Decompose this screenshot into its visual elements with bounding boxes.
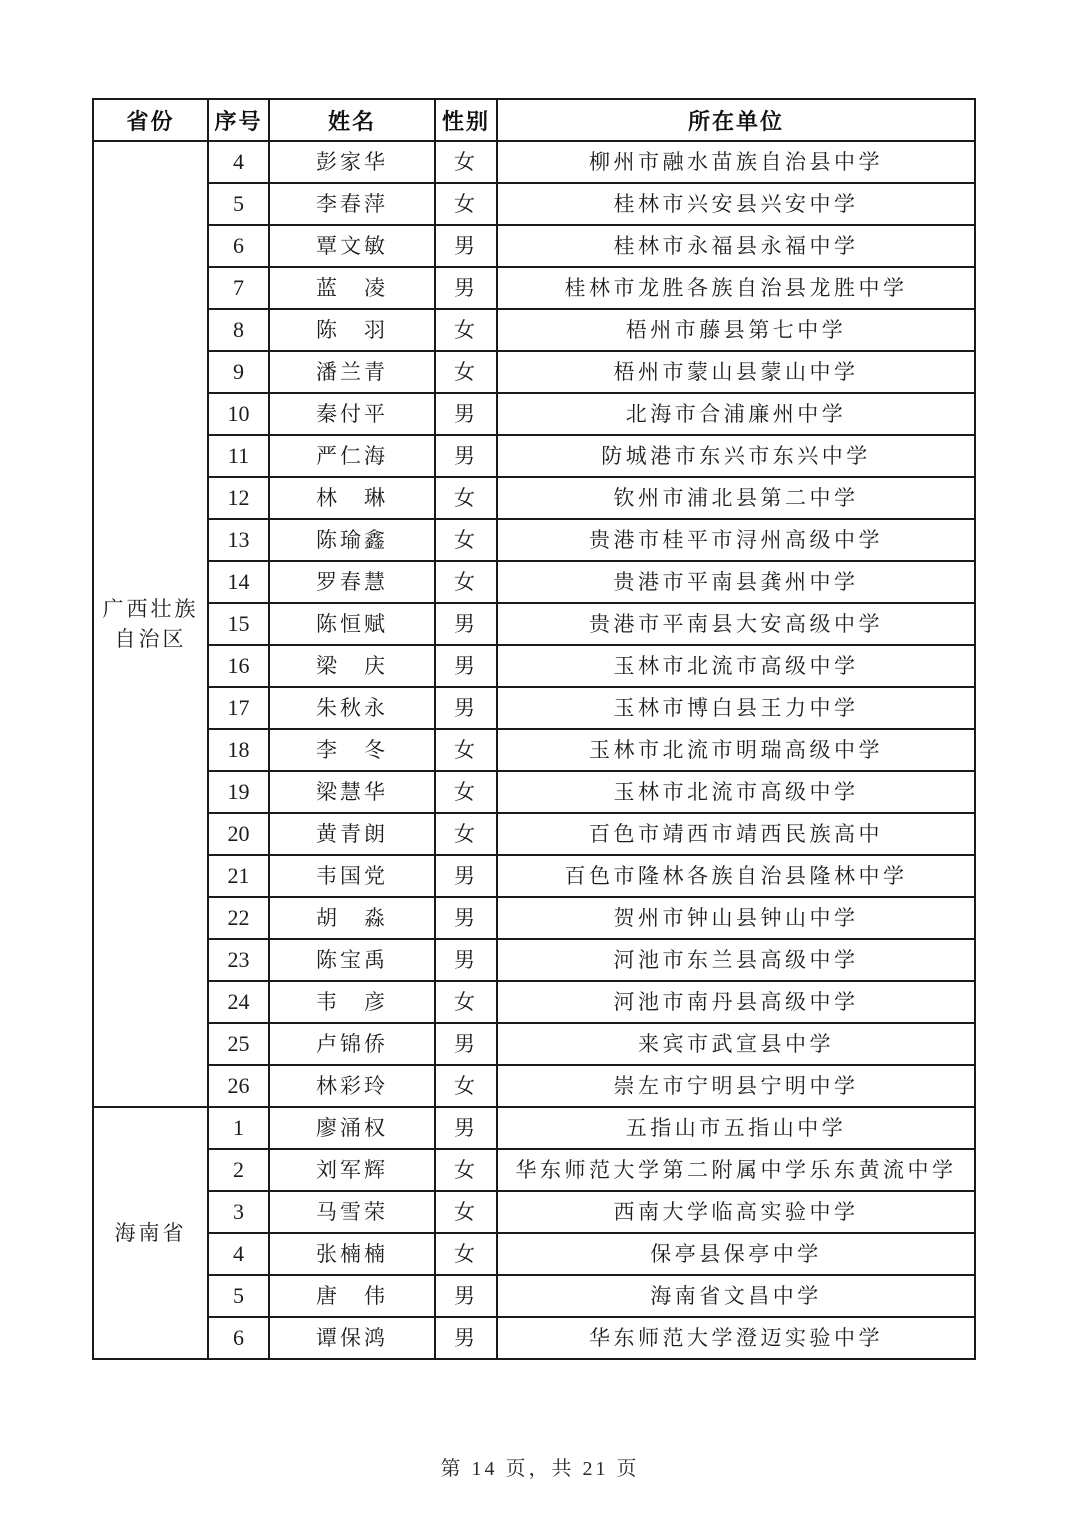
table-row (93, 477, 975, 519)
gender-cell: 男 (435, 645, 497, 687)
table-row (93, 1191, 975, 1233)
gender-cell: 男 (435, 393, 497, 435)
serial-cell: 9 (208, 351, 269, 393)
name-cell: 陈宝禹 (269, 939, 435, 981)
unit-cell: 防城港市东兴市东兴中学 (497, 435, 975, 477)
roster-table (92, 98, 976, 1360)
serial-cell: 25 (208, 1023, 269, 1065)
unit-cell: 西南大学临高实验中学 (497, 1191, 975, 1233)
gender-cell: 男 (435, 603, 497, 645)
gender-cell: 女 (435, 1233, 497, 1275)
serial-cell: 10 (208, 393, 269, 435)
name-cell: 覃文敏 (269, 225, 435, 267)
gender-cell: 女 (435, 477, 497, 519)
header-serial: 序号 (208, 99, 269, 141)
gender-cell: 女 (435, 771, 497, 813)
serial-cell: 14 (208, 561, 269, 603)
gender-cell: 男 (435, 225, 497, 267)
serial-cell: 15 (208, 603, 269, 645)
table-body (93, 141, 975, 1359)
unit-cell: 海南省文昌中学 (497, 1275, 975, 1317)
serial-cell: 20 (208, 813, 269, 855)
serial-cell: 5 (208, 183, 269, 225)
serial-cell: 16 (208, 645, 269, 687)
serial-cell: 1 (208, 1107, 269, 1149)
table-row (93, 981, 975, 1023)
table-row (93, 351, 975, 393)
name-cell: 潘兰青 (269, 351, 435, 393)
unit-cell: 保亭县保亭中学 (497, 1233, 975, 1275)
serial-cell: 24 (208, 981, 269, 1023)
unit-cell: 来宾市武宣县中学 (497, 1023, 975, 1065)
table-header-row (93, 99, 975, 141)
serial-cell: 6 (208, 1317, 269, 1359)
serial-cell: 26 (208, 1065, 269, 1107)
name-cell: 唐 伟 (269, 1275, 435, 1317)
name-cell: 李春萍 (269, 183, 435, 225)
table-row (93, 603, 975, 645)
gender-cell: 男 (435, 267, 497, 309)
header-unit: 所在单位 (497, 99, 975, 141)
gender-cell: 女 (435, 309, 497, 351)
province-name-line: 广西壮族 (102, 596, 199, 621)
table-row (93, 1317, 975, 1359)
table-row (93, 519, 975, 561)
unit-cell: 贵港市桂平市浔州高级中学 (497, 519, 975, 561)
unit-cell: 梧州市藤县第七中学 (497, 309, 975, 351)
serial-cell: 6 (208, 225, 269, 267)
table-row (93, 813, 975, 855)
unit-cell: 钦州市浦北县第二中学 (497, 477, 975, 519)
serial-cell: 4 (208, 141, 269, 183)
unit-cell: 五指山市五指山中学 (497, 1107, 975, 1149)
gender-cell: 男 (435, 939, 497, 981)
province-name-line: 海南省 (114, 1220, 187, 1245)
gender-cell: 男 (435, 687, 497, 729)
name-cell: 胡 淼 (269, 897, 435, 939)
table-row (93, 309, 975, 351)
header-gender: 性别 (435, 99, 497, 141)
table-header (93, 99, 975, 141)
table-row (93, 771, 975, 813)
table-row (93, 897, 975, 939)
header-province: 省份 (93, 99, 208, 141)
serial-cell: 18 (208, 729, 269, 771)
gender-cell: 男 (435, 1317, 497, 1359)
gender-cell: 男 (435, 1275, 497, 1317)
name-cell: 陈瑜鑫 (269, 519, 435, 561)
serial-cell: 21 (208, 855, 269, 897)
serial-cell: 22 (208, 897, 269, 939)
unit-cell: 梧州市蒙山县蒙山中学 (497, 351, 975, 393)
unit-cell: 贺州市钟山县钟山中学 (497, 897, 975, 939)
serial-cell: 19 (208, 771, 269, 813)
table-row (93, 645, 975, 687)
name-cell: 刘军辉 (269, 1149, 435, 1191)
name-cell: 谭保鸿 (269, 1317, 435, 1359)
serial-cell: 8 (208, 309, 269, 351)
gender-cell: 女 (435, 561, 497, 603)
gender-cell: 女 (435, 519, 497, 561)
table-row (93, 855, 975, 897)
unit-cell: 玉林市北流市高级中学 (497, 771, 975, 813)
table-row (93, 393, 975, 435)
unit-cell: 百色市靖西市靖西民族高中 (497, 813, 975, 855)
unit-cell: 桂林市永福县永福中学 (497, 225, 975, 267)
gender-cell: 女 (435, 351, 497, 393)
serial-cell: 7 (208, 267, 269, 309)
table-row (93, 267, 975, 309)
gender-cell: 女 (435, 141, 497, 183)
name-cell: 陈 羽 (269, 309, 435, 351)
name-cell: 彭家华 (269, 141, 435, 183)
serial-cell: 13 (208, 519, 269, 561)
province-cell (93, 1107, 208, 1359)
table-row (93, 561, 975, 603)
gender-cell: 男 (435, 1107, 497, 1149)
table-row (93, 939, 975, 981)
name-cell: 林 琳 (269, 477, 435, 519)
name-cell: 李 冬 (269, 729, 435, 771)
serial-cell: 4 (208, 1233, 269, 1275)
name-cell: 廖涌权 (269, 1107, 435, 1149)
unit-cell: 北海市合浦廉州中学 (497, 393, 975, 435)
page-footer (0, 1452, 1080, 1481)
name-cell: 马雪荣 (269, 1191, 435, 1233)
unit-cell: 贵港市平南县大安高级中学 (497, 603, 975, 645)
province-name-line: 自治区 (114, 627, 187, 651)
name-cell: 严仁海 (269, 435, 435, 477)
table-row (93, 183, 975, 225)
serial-cell: 11 (208, 435, 269, 477)
province-cell (93, 141, 208, 1107)
page-number-text: 第 14 页，共 21 页 (440, 1458, 640, 1480)
name-cell: 蓝 凌 (269, 267, 435, 309)
table-row (93, 1107, 975, 1149)
table-row (93, 1065, 975, 1107)
name-cell: 张楠楠 (269, 1233, 435, 1275)
gender-cell: 女 (435, 1191, 497, 1233)
unit-cell: 华东师范大学澄迈实验中学 (497, 1317, 975, 1359)
name-cell: 梁 庆 (269, 645, 435, 687)
gender-cell: 男 (435, 435, 497, 477)
name-cell: 黄青朗 (269, 813, 435, 855)
serial-cell: 17 (208, 687, 269, 729)
name-cell: 朱秋永 (269, 687, 435, 729)
unit-cell: 百色市隆林各族自治县隆林中学 (497, 855, 975, 897)
unit-cell: 柳州市融水苗族自治县中学 (497, 141, 975, 183)
unit-cell: 河池市东兰县高级中学 (497, 939, 975, 981)
gender-cell: 女 (435, 1149, 497, 1191)
header-name: 姓名 (269, 99, 435, 141)
table-row (93, 687, 975, 729)
name-cell: 韦 彦 (269, 981, 435, 1023)
gender-cell: 男 (435, 897, 497, 939)
serial-cell: 2 (208, 1149, 269, 1191)
table-row (93, 1275, 975, 1317)
gender-cell: 女 (435, 813, 497, 855)
gender-cell: 女 (435, 729, 497, 771)
serial-cell: 3 (208, 1191, 269, 1233)
name-cell: 林彩玲 (269, 1065, 435, 1107)
table-row (93, 435, 975, 477)
gender-cell: 女 (435, 1065, 497, 1107)
unit-cell: 玉林市博白县王力中学 (497, 687, 975, 729)
unit-cell: 桂林市兴安县兴安中学 (497, 183, 975, 225)
table-row (93, 1149, 975, 1191)
name-cell: 罗春慧 (269, 561, 435, 603)
unit-cell: 玉林市北流市明瑞高级中学 (497, 729, 975, 771)
name-cell: 陈恒赋 (269, 603, 435, 645)
gender-cell: 男 (435, 855, 497, 897)
name-cell: 梁慧华 (269, 771, 435, 813)
serial-cell: 5 (208, 1275, 269, 1317)
serial-cell: 12 (208, 477, 269, 519)
unit-cell: 桂林市龙胜各族自治县龙胜中学 (497, 267, 975, 309)
table-row (93, 729, 975, 771)
name-cell: 秦付平 (269, 393, 435, 435)
unit-cell: 河池市南丹县高级中学 (497, 981, 975, 1023)
gender-cell: 男 (435, 1023, 497, 1065)
name-cell: 韦国党 (269, 855, 435, 897)
table-row (93, 1233, 975, 1275)
unit-cell: 贵港市平南县龚州中学 (497, 561, 975, 603)
unit-cell: 华东师范大学第二附属中学乐东黄流中学 (497, 1149, 975, 1191)
serial-cell: 23 (208, 939, 269, 981)
gender-cell: 女 (435, 981, 497, 1023)
table-row (93, 1023, 975, 1065)
table-row (93, 141, 975, 183)
unit-cell: 玉林市北流市高级中学 (497, 645, 975, 687)
unit-cell: 崇左市宁明县宁明中学 (497, 1065, 975, 1107)
table-row (93, 225, 975, 267)
name-cell: 卢锦侨 (269, 1023, 435, 1065)
gender-cell: 女 (435, 183, 497, 225)
